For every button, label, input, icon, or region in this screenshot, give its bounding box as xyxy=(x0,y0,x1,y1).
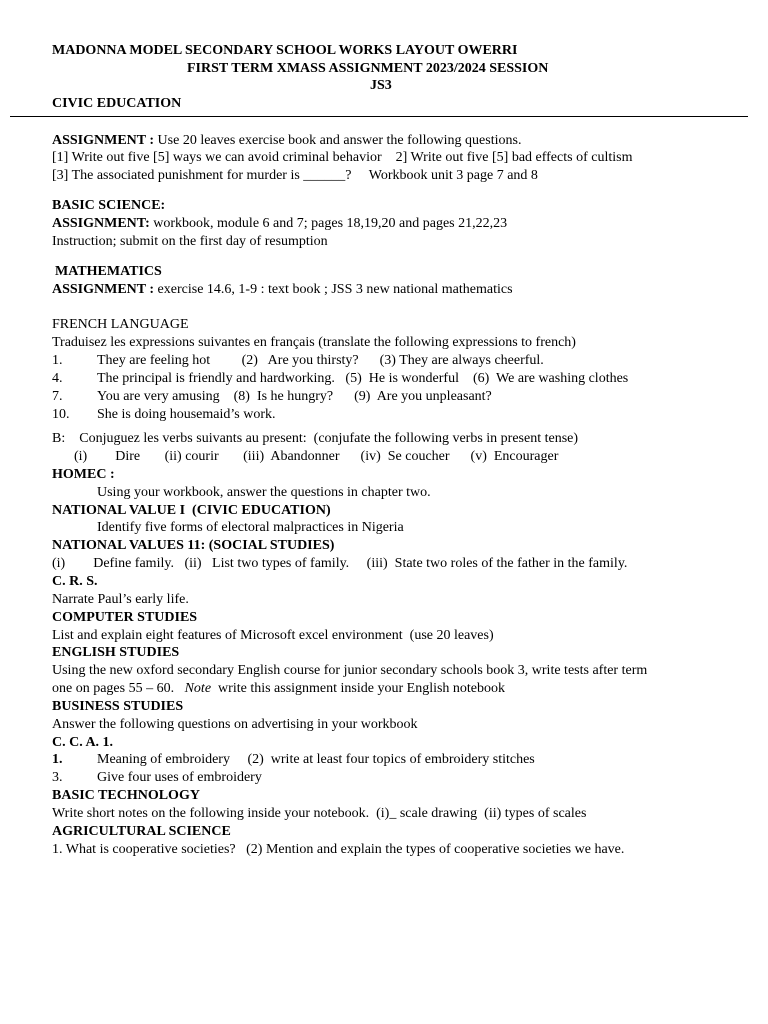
homec-text: Using your workbook, answer the questions in chapter two. xyxy=(97,485,431,500)
mathematics-assignment xyxy=(52,281,513,299)
cca-item-text: Meaning of embroidery (2) write at least four topics of embroidery stitches xyxy=(97,752,535,767)
assignment-label: ASSIGNMENT: xyxy=(52,216,150,231)
french-item-text: The principal is friendly and hardworking. (5) He is wonderful (6) We are washing clothes xyxy=(97,371,629,386)
school-name: MADONNA MODEL SECONDARY SCHOOL WORKS LAYOUT OWERRI xyxy=(52,43,518,58)
cca-item-number: 3. xyxy=(52,770,63,785)
french-item-number: 4. xyxy=(52,371,63,386)
assignment-text: workbook, module 6 and 7; pages 18,19,20 and pages 21,22,23 xyxy=(149,216,508,231)
french-verbs-list: (i) Dire (ii) courir (iii) Abandonner (iv) Se coucher (v) Encourager xyxy=(74,449,559,464)
business-studies-text: Answer the following questions on advertising in your workbook xyxy=(52,717,418,732)
basic-science-assignment xyxy=(52,215,507,233)
french-conjugation-instruction: B: Conjuguez les verbs suivants au present: (conjufate the following verbs in present tense) xyxy=(52,431,579,446)
computer-studies-heading: COMPUTER STUDIES xyxy=(52,610,198,625)
civic-question-3: [3] The associated punishment for murder is ______? Workbook unit 3 page 7 and 8 xyxy=(52,168,538,183)
crs-heading: C. R. S. xyxy=(52,574,98,589)
assignment-text: exercise 14.6, 1-9 : text book ; JSS 3 new national mathematics xyxy=(154,282,513,297)
french-item-number: 10. xyxy=(52,407,70,422)
english-studies-line-1: Using the new oxford secondary English course for junior secondary schools book 3, write tests after term xyxy=(52,663,648,678)
english-studies-line-2 xyxy=(52,680,505,698)
cca-item-number: 1. xyxy=(52,752,63,767)
national-value-1-text: Identify five forms of electoral malpractices in Nigeria xyxy=(97,520,404,535)
english-note-text: write this assignment inside your English notebook xyxy=(211,681,506,696)
assignment-text: Use 20 leaves exercise book and answer the following questions. xyxy=(154,133,522,148)
basic-science-instruction: Instruction; submit on the first day of resumption xyxy=(52,234,328,249)
national-value-1-heading: NATIONAL VALUE I (CIVIC EDUCATION) xyxy=(52,503,331,518)
national-values-2-text: (i) Define family. (ii) List two types of family. (iii) State two roles of the father in the family. xyxy=(52,556,628,571)
agricultural-science-text: 1. What is cooperative societies? (2) Mention and explain the types of cooperative societies we have. xyxy=(52,842,625,857)
french-item-text: You are very amusing (8) Is he hungry? (9) Are you unpleasant? xyxy=(97,389,492,404)
french-instruction: Traduisez les expressions suivantes en français (translate the following expressions to french) xyxy=(52,335,576,350)
national-values-2-heading: NATIONAL VALUES 11: (SOCIAL STUDIES) xyxy=(52,538,335,553)
mathematics-heading: MATHEMATICS xyxy=(55,264,162,279)
cca-heading: C. C. A. 1. xyxy=(52,735,114,750)
english-pages-text: one on pages 55 – 60. xyxy=(52,681,185,696)
cca-item-text: Give four uses of embroidery xyxy=(97,770,262,785)
header-divider xyxy=(10,116,748,117)
basic-technology-heading: BASIC TECHNOLOGY xyxy=(52,788,200,803)
assignment-label: ASSIGNMENT : xyxy=(52,133,155,148)
basic-science-heading: BASIC SCIENCE: xyxy=(52,198,166,213)
homec-heading: HOMEC : xyxy=(52,467,115,482)
note-label: Note xyxy=(184,681,212,696)
crs-text: Narrate Paul’s early life. xyxy=(52,592,189,607)
french-item-number: 7. xyxy=(52,389,63,404)
computer-studies-text: List and explain eight features of Microsoft excel environment (use 20 leaves) xyxy=(52,628,494,643)
business-studies-heading: BUSINESS STUDIES xyxy=(52,699,184,714)
english-studies-heading: ENGLISH STUDIES xyxy=(52,645,180,660)
basic-technology-text: Write short notes on the following inside your notebook. (i)_ scale drawing (ii) types of scales xyxy=(52,806,587,821)
civic-question-1: [1] Write out five [5] ways we can avoid criminal behavior 2] Write out five [5] bad effects of cultism xyxy=(52,150,633,165)
french-item-text: They are feeling hot (2) Are you thirsty? (3) They are always cheerful. xyxy=(97,353,544,368)
civic-heading: CIVIC EDUCATION xyxy=(52,96,182,111)
civic-assignment xyxy=(52,132,521,150)
assignment-label: ASSIGNMENT : xyxy=(52,282,155,297)
agricultural-science-heading: AGRICULTURAL SCIENCE xyxy=(52,824,231,839)
french-heading: FRENCH LANGUAGE xyxy=(52,317,189,332)
french-item-text: She is doing housemaid’s work. xyxy=(97,407,276,422)
french-item-number: 1. xyxy=(52,353,63,368)
term-title: FIRST TERM XMASS ASSIGNMENT 2023/2024 SESSION xyxy=(187,61,549,76)
class-label: JS3 xyxy=(370,78,392,93)
